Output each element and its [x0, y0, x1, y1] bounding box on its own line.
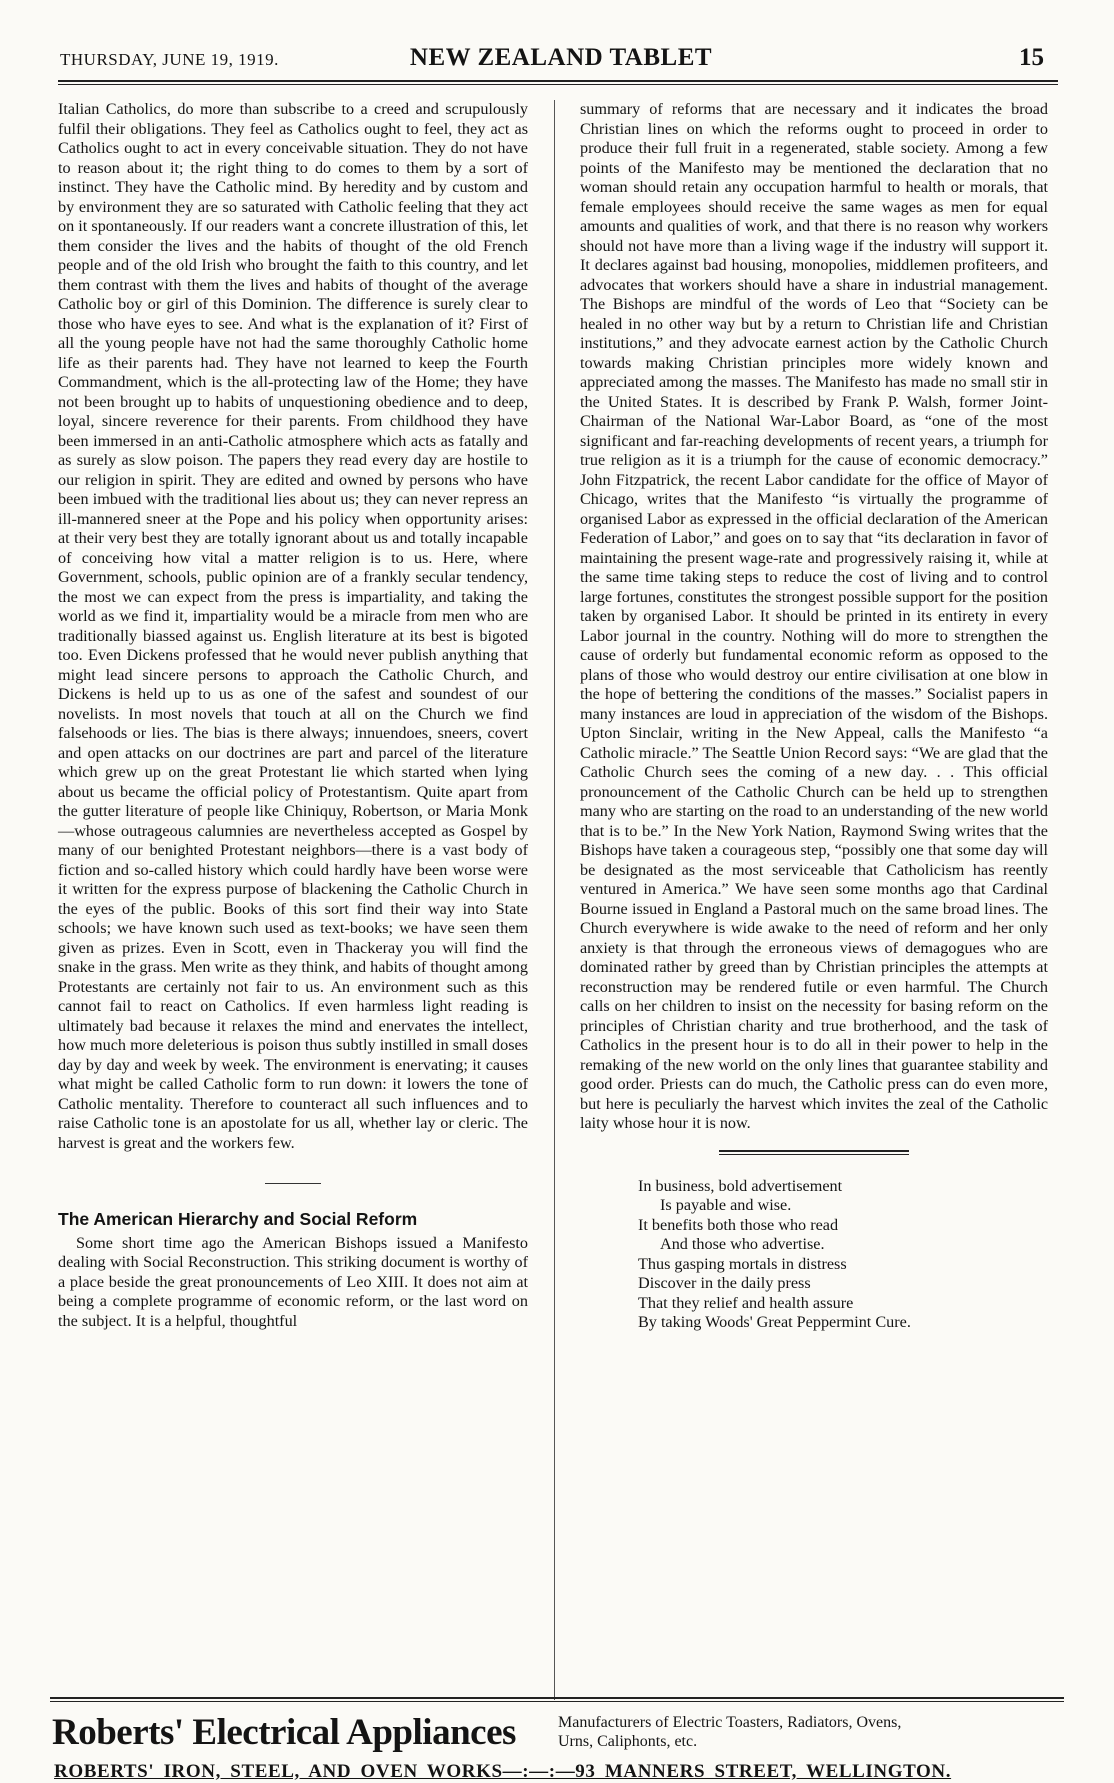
advertisement-address: ROBERTS' IRON, STEEL, AND OVEN WORKS—:—:—93 MANNERS STREET, WELLINGTON. — [54, 1761, 952, 1782]
masthead-rule — [58, 80, 1058, 85]
masthead — [58, 40, 1064, 76]
article-continuation-paragraph: Italian Catholics, do more than subscribe to a creed and scrupulously fulfil their obligations. They feel as Catholics ought to feel, they act as Catholics ought to act in every conceivable situation. They do not have to reason about it; the right thing to do comes to them by a sort of instinct. They have the Catholic mind. By heredity and by custom and by environment they are so saturated with Catholic feeling that they act on it spontaneously. If our readers want a concrete illustration of this, let them consider the lives and the habits of thought of the old French people and of the old Irish who brought the faith to this country, and let them contrast with them the lives and habits of thought of the average Catholic boy or girl of this Dominion. The difference is surely clear to those who have eyes to see. And what is the explanation of it? First of all the young people have not had the same thoroughly Catholic home life as their parents had. They have not learned to keep the Fourth Commandment, which is the all-protecting law of the Home; they have not been brought up to habits of unquestioning obedience and to deep, loyal, sincere reverence for their parents. From childhood they have been immersed in an anti-Catholic atmosphere which acts as fatally and as surely as slow poison. The papers they read every day are hostile to our religion in spirit. They are edited and owned by persons who have been imbued with the traditional lies about us; they can never repress an ill-mannered sneer at the Pope and his policy when opportunity arises: at their very best they are totally ignorant about us and totally incapable of conceiving how vital a matter religion is to us. Here, where Government, schools, public opinion are of a frankly secular tendency, the most we can expect from the press is impartiality, and taking the world as we find it, impartiality would be a miracle from men who are traditionally biassed against us. English literature at its best is bigoted too. Even Dickens professed that he would never publish anything that might lead sincere persons to approach the Catholic Church, and Dickens is held up to us as one of the safest and soundest of our novelists. In most novels that touch at all on the Church we find falsehoods or lies. The bias is there always; innuendoes, sneers, covert and open attacks on our doctrines are part and parcel of the literature which grew up on the great Protestant lie which started when lying about us became the official policy of Protestantism. Quite apart from the gutter literature of people like Chiniquy, Robertson, or Maria Monk—whose outrageous calumnies are nevertheless accepted as Gospel by many of our benighted Protestant neighbors—there is a vast body of fiction and so-called history which could hardly have been worse were it written for the express purpose of blackening the Catholic Church in the eyes of the public. Books of this sort find their way into State schools; we have known such used as text-books; we have seen them given as prizes. Even in Scott, even in Thackeray you will find the snake in the grass. Men write as they think, and habits of thought among Protestants are certainly not fair to us. An environment such as this cannot fail to react on Catholics. If even harmless light reading is ultimately bad because it relaxes the mind and enervates the intellect, how much more deleterious is poison thus subtly instilled in small doses day by day and week by week. The environment is enervating; it causes what might be called Catholic form to run down: it lowers the tone of Catholic mentality. Therefore to counteract all such influences and to raise Catholic tone is an apostolate for us all, whether lay or cleric. The harvest is great and the workers few. — [58, 100, 528, 1152]
newspaper-title: NEW ZEALAND TABLET — [409, 44, 713, 71]
advertisement-description — [558, 1713, 901, 1751]
poem-line: And those who advertise. — [660, 1235, 825, 1253]
section-divider — [265, 1183, 321, 1184]
page-number: 15 — [1019, 44, 1044, 71]
poem-divider — [719, 1150, 909, 1155]
left-column — [58, 100, 528, 1331]
advertisement-description-line: Manufacturers of Electric Toasters, Radiators, Ovens, — [558, 1714, 902, 1731]
article-paragraph: summary of reforms that are necessary and it indicates the broad Christian lines on which the reforms ought to proceed in order to produce their full fruit in a regenerated, stable society. Among a few points of the Manifesto may be mentioned the declaration that no woman should retain any occupation harmful to health or morals, that female employees should receive the same wages as men for equal amounts and qualities of work, and that there is no reason why workers should not have more than a living wage if the industry will support it. It declares against bad housing, monopolies, middlemen profiteers, and advocates that workers should have a share in industrial management. The Bishops are mindful of the words of Leo that “Society can be healed in no other way but by a return to Christian life and Christian institutions,” and they advocate earnest action by the Catholic Church towards making Christian principles more widely known and appreciated among the masses. The Manifesto has made no small stir in the United States. It is described by Frank P. Walsh, former Joint-Chairman of the National War-Labor Board, as “one of the most significant and far-reaching developments of recent years, a triumph for true religion as it is a triumph for the cause of economic democracy.” John Fitzpatrick, the recent Labor candidate for the office of Mayor of Chicago, writes that the Manifesto “is virtually the programme of organised Labor as expressed in the official declaration of the American Federation of Labor,” and goes on to say that “its declaration in favor of maintaining the present wage-rate and progressively raising it, while at the same time taking steps to reduce the cost of living and to control large fortunes, constitutes the strongest possible support for the position taken by organised Labor. It should be printed in its entirety in every Labor journal in the country. Nothing will do more to strengthen the cause of orderly but fundamental economic reform as opposed to the plans of those who would destroy our entire civilisation at one blow in the hope of bettering the conditions of the masses.” Socialist papers in many instances are loud in appreciation of the wisdom of the Bishops. Upton Sinclair, writing in the New Appeal, calls the Manifesto “a Catholic miracle.” The Seattle Union Record says: “We are glad that the Catholic Church sees the coming of a new day. . . This official pronouncement of the Catholic Church can be held up to strengthen many who are starting on the road to an understanding of the new world that is to be.” In the New York Nation, Raymond Swing writes that the Bishops have taken a courageous step, “possibly one that some day will be designated as the most serviceable that Catholicism has reently ventured in America.” We have seen some months ago that Cardinal Bourne issued in England a Pastoral much on the same broad lines. The Church everywhere is wide awake to the need of reform and her only anxiety is that through the erroneous views of demagogues who are dominated rather by greed than by Christian principles the attempts at reconstruction may be rendered futile or even harmful. The Church calls on her children to insist on the necessity for basing reform on the principles of Christian charity and true brotherhood, and the task of Catholics in the present hour is to do all in their power to help in the remaking of the new world on the only lines that guarantee stability and good order. Priests can do much, the Catholic press can do even more, but here is peculiarly the harvest which invites the zeal of the Catholic laity whose hour it is now. — [580, 100, 1048, 1132]
advertisement-banner — [50, 1697, 1064, 1782]
poem-line: Is payable and wise. — [660, 1196, 792, 1214]
advertisement-description-line: Urns, Caliphonts, etc. — [558, 1733, 698, 1750]
poem-line: It benefits both those who read — [638, 1215, 839, 1234]
right-column — [580, 100, 1048, 1333]
advertisement-name: Roberts' Electrical Appliances — [52, 1712, 516, 1753]
column-divider — [554, 100, 555, 1700]
poem-line: By taking Woods' Great Peppermint Cure. — [638, 1313, 911, 1331]
issue-date: THURSDAY, JUNE 19, 1919. — [60, 50, 279, 69]
advertisement-poem — [638, 1177, 1048, 1333]
poem-line: Discover in the daily press — [638, 1274, 811, 1292]
poem-line: That they relief and health assure — [638, 1293, 854, 1312]
newspaper-page — [52, 40, 1064, 1782]
section-paragraph: Some short time ago the American Bishops issued a Manifesto dealing with Social Reconstruction. This striking document is worthy of a place beside the great pronouncements of Leo XIII. It does not aim at being a complete programme of economic reform, or the last word on the subject. It is a helpful, thoughtful — [58, 1233, 528, 1330]
advertisement-rule — [50, 1697, 1064, 1702]
poem-line: In business, bold advertisement — [638, 1176, 843, 1195]
poem-line: Thus gasping mortals in distress — [638, 1254, 847, 1273]
section-heading: The American Hierarchy and Social Reform — [58, 1209, 418, 1229]
